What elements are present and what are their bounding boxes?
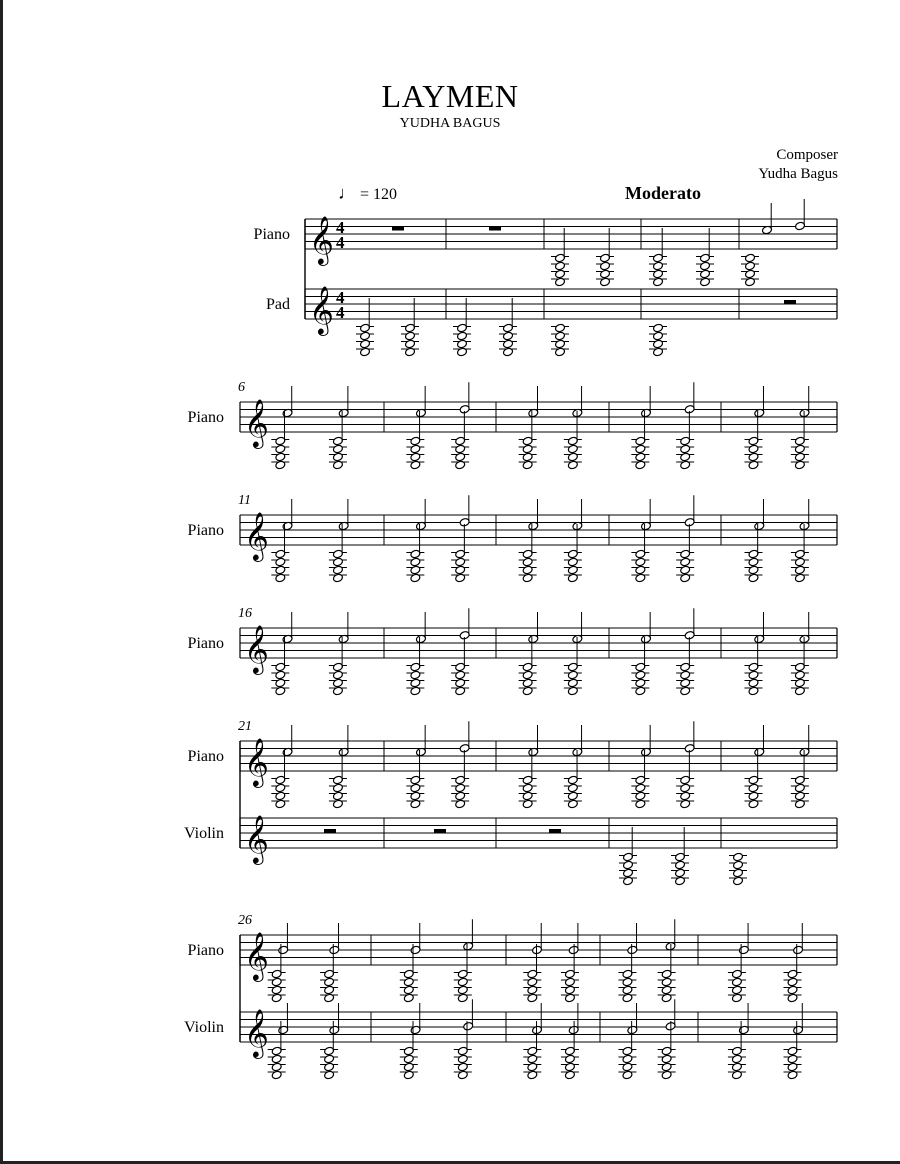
whole-rest <box>392 227 404 231</box>
note-head <box>661 977 672 987</box>
note-head <box>403 985 414 995</box>
note-head <box>748 565 759 575</box>
note-head <box>680 678 691 688</box>
note-head <box>731 985 742 995</box>
note-head <box>653 261 664 271</box>
score-subtitle: YUDHA BAGUS <box>399 116 501 131</box>
note-head <box>275 783 286 793</box>
note-head <box>748 783 759 793</box>
note-head <box>600 261 611 271</box>
score-title: LAYMEN <box>381 78 519 114</box>
note-head <box>527 1054 538 1064</box>
note-head <box>564 1062 575 1072</box>
note-head <box>455 452 466 462</box>
note-head <box>410 557 421 567</box>
composer-name: Yudha Bagus <box>758 166 838 182</box>
note-head <box>332 452 343 462</box>
instrument-label: Violin <box>184 1019 224 1036</box>
time-signature: 4 <box>336 218 345 237</box>
note-head <box>567 783 578 793</box>
note-head <box>522 557 533 567</box>
note-head <box>733 852 744 862</box>
whole-rest <box>489 227 501 231</box>
note-head <box>271 977 282 987</box>
measure-number: 21 <box>238 719 252 734</box>
note-head <box>567 791 578 801</box>
note-head <box>457 1062 468 1072</box>
note-head <box>622 977 633 987</box>
note-head <box>457 985 468 995</box>
note-head <box>275 452 286 462</box>
note-head <box>622 1062 633 1072</box>
note-head <box>653 323 664 333</box>
composer-label: Composer <box>776 147 838 163</box>
treble-clef-icon: 𝄞 <box>244 814 269 863</box>
note-head <box>680 670 691 680</box>
treble-clef-icon: 𝄞 <box>244 931 269 980</box>
note-head <box>567 444 578 454</box>
instrument-label: Piano <box>253 226 290 243</box>
note-head <box>332 670 343 680</box>
note-head <box>275 565 286 575</box>
note-head <box>410 565 421 575</box>
note-head <box>271 1062 282 1072</box>
half-rest <box>434 829 446 833</box>
tempo-marking: Moderato <box>625 183 701 203</box>
note-head <box>455 670 466 680</box>
instrument-label: Violin <box>184 825 224 842</box>
note-head <box>275 791 286 801</box>
note-head <box>410 783 421 793</box>
note-head <box>555 269 566 279</box>
note-head <box>700 269 711 279</box>
treble-clef-icon: 𝄞 <box>244 624 269 673</box>
note-head <box>748 791 759 801</box>
quarter-note-icon: ♩ <box>338 183 356 203</box>
note-head <box>455 444 466 454</box>
note-head <box>567 565 578 575</box>
time-signature: 4 <box>336 288 345 307</box>
note-head <box>360 339 371 349</box>
note-head <box>567 678 578 688</box>
note-head <box>271 1054 282 1064</box>
note-head <box>410 670 421 680</box>
note-head <box>503 331 514 341</box>
treble-clef-icon: 𝄞 <box>309 215 334 264</box>
note-head <box>787 1062 798 1072</box>
treble-clef-icon: 𝄞 <box>309 285 334 334</box>
note-head <box>410 791 421 801</box>
note-head <box>745 269 756 279</box>
note-head <box>675 860 686 870</box>
note-head <box>794 452 805 462</box>
note-head <box>332 557 343 567</box>
treble-clef-icon: 𝄞 <box>244 511 269 560</box>
note-head <box>527 1062 538 1072</box>
note-head <box>275 670 286 680</box>
note-head <box>324 1054 335 1064</box>
note-head <box>564 1054 575 1064</box>
note-head <box>731 1062 742 1072</box>
note-head <box>623 860 634 870</box>
note-head <box>555 323 566 333</box>
note-head <box>600 269 611 279</box>
note-head <box>733 860 744 870</box>
note-head <box>503 339 514 349</box>
note-head <box>522 444 533 454</box>
note-head <box>748 444 759 454</box>
note-head <box>635 678 646 688</box>
note-head <box>731 977 742 987</box>
note-head <box>794 678 805 688</box>
note-head <box>455 678 466 688</box>
instrument-label: Pad <box>266 296 290 313</box>
note-head <box>635 670 646 680</box>
note-head <box>403 1054 414 1064</box>
note-head <box>555 261 566 271</box>
note-head <box>661 1054 672 1064</box>
note-head <box>794 670 805 680</box>
note-head <box>455 565 466 575</box>
note-head <box>635 557 646 567</box>
note-head <box>564 985 575 995</box>
instrument-label: Piano <box>187 635 224 652</box>
note-head <box>635 783 646 793</box>
time-signature: 4 <box>336 233 345 252</box>
note-head <box>567 557 578 567</box>
note-head <box>332 783 343 793</box>
note-head <box>332 678 343 688</box>
note-head <box>680 557 691 567</box>
note-head <box>748 678 759 688</box>
tempo-value: = 120 <box>360 186 398 203</box>
note-head <box>731 1054 742 1064</box>
note-head <box>680 452 691 462</box>
treble-clef-icon: 𝄞 <box>244 737 269 786</box>
note-head <box>564 977 575 987</box>
note-head <box>794 783 805 793</box>
note-head <box>405 331 416 341</box>
note-head <box>745 253 756 263</box>
note-head <box>787 1054 798 1064</box>
treble-clef-icon: 𝄞 <box>244 1008 269 1057</box>
instrument-label: Piano <box>187 748 224 765</box>
note-head <box>680 783 691 793</box>
note-head <box>555 331 566 341</box>
half-rest <box>324 829 336 833</box>
measure-number: 11 <box>238 493 251 508</box>
measure-number: 26 <box>238 913 252 928</box>
note-head <box>622 1054 633 1064</box>
instrument-label: Piano <box>187 409 224 426</box>
note-head <box>680 791 691 801</box>
note-head <box>332 791 343 801</box>
note-head <box>332 444 343 454</box>
half-rest <box>549 829 561 833</box>
half-rest <box>784 300 796 304</box>
note-head <box>527 977 538 987</box>
note-head <box>324 977 335 987</box>
note-head <box>748 557 759 567</box>
treble-clef-icon: 𝄞 <box>244 398 269 447</box>
note-head <box>748 452 759 462</box>
note-head <box>324 1062 335 1072</box>
note-head <box>555 339 566 349</box>
note-head <box>522 783 533 793</box>
note-head <box>700 261 711 271</box>
note-head <box>457 1054 468 1064</box>
note-head <box>403 977 414 987</box>
note-head <box>527 985 538 995</box>
note-head <box>661 985 672 995</box>
note-head <box>522 791 533 801</box>
note-head <box>410 452 421 462</box>
note-head <box>522 670 533 680</box>
note-head <box>661 1062 672 1072</box>
note-head <box>794 565 805 575</box>
note-head <box>457 977 468 987</box>
note-head <box>745 261 756 271</box>
note-head <box>635 452 646 462</box>
note-head <box>522 678 533 688</box>
note-head <box>787 977 798 987</box>
note-head <box>360 331 371 341</box>
note-head <box>324 985 335 995</box>
note-head <box>567 670 578 680</box>
note-head <box>455 783 466 793</box>
note-head <box>675 868 686 878</box>
note-head <box>522 452 533 462</box>
time-signature: 4 <box>336 303 345 322</box>
note-head <box>275 444 286 454</box>
measure-number: 6 <box>238 380 245 395</box>
note-head <box>410 678 421 688</box>
note-head <box>271 985 282 995</box>
note-head <box>405 339 416 349</box>
note-head <box>623 868 634 878</box>
note-head <box>794 557 805 567</box>
note-head <box>455 791 466 801</box>
note-head <box>635 791 646 801</box>
measure-number: 16 <box>238 606 252 621</box>
note-head <box>403 1062 414 1072</box>
note-head <box>522 565 533 575</box>
note-head <box>733 868 744 878</box>
note-head <box>635 565 646 575</box>
note-head <box>275 678 286 688</box>
note-head <box>653 339 664 349</box>
note-head <box>622 985 633 995</box>
note-head <box>680 565 691 575</box>
note-head <box>457 339 468 349</box>
note-head <box>332 565 343 575</box>
note-head <box>794 791 805 801</box>
note-head <box>653 269 664 279</box>
instrument-label: Piano <box>187 942 224 959</box>
note-head <box>457 331 468 341</box>
note-head <box>567 452 578 462</box>
note-head <box>455 557 466 567</box>
note-head <box>794 444 805 454</box>
note-head <box>748 670 759 680</box>
note-head <box>787 985 798 995</box>
note-head <box>680 444 691 454</box>
note-head <box>410 444 421 454</box>
instrument-label: Piano <box>187 522 224 539</box>
note-head <box>653 331 664 341</box>
note-head <box>635 444 646 454</box>
note-head <box>275 557 286 567</box>
